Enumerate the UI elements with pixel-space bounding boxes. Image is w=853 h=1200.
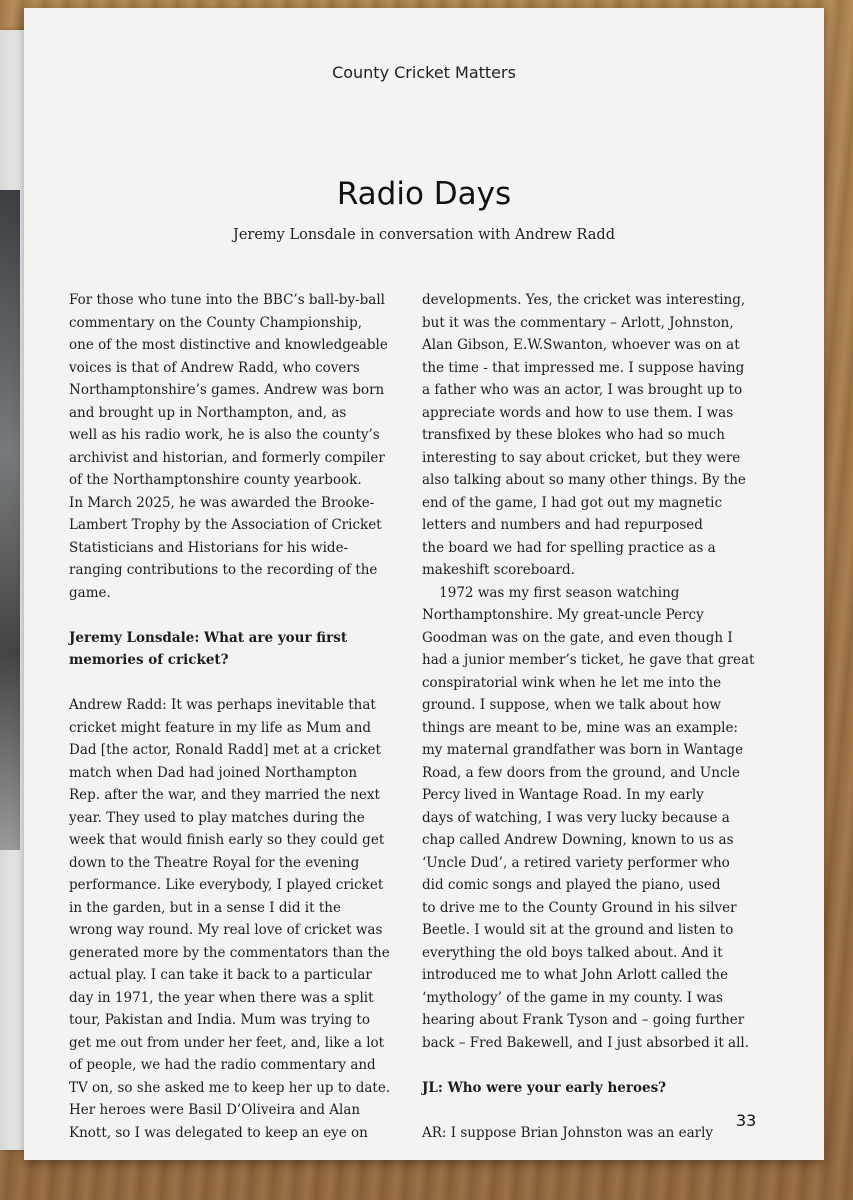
text-line: makeshift scoreboard. bbox=[422, 562, 575, 578]
text-line: developments. Yes, the cricket was interesting, bbox=[422, 292, 746, 308]
text-line: did comic songs and played the piano, used bbox=[422, 877, 721, 893]
article-title: Radio Days bbox=[336, 176, 512, 212]
right-column bbox=[422, 289, 767, 1144]
text-line: Goodman was on the gate, and even though I bbox=[422, 629, 733, 646]
text-line: tour, Pakistan and India. Mum was trying to bbox=[69, 1012, 370, 1028]
text-line: wrong way round. My real love of cricket was bbox=[69, 922, 383, 938]
text-line: In March 2025, he was awarded the Brooke- bbox=[69, 494, 375, 511]
article-subtitle: Jeremy Lonsdale in conversation with Andrew Radd bbox=[233, 227, 615, 243]
text-line: Statisticians and Historians for his wide- bbox=[69, 539, 349, 556]
text-line: year. They used to play matches during the bbox=[69, 809, 365, 826]
text-line: appreciate words and how to use them. I was bbox=[422, 404, 734, 421]
interview-question bbox=[422, 1077, 767, 1100]
text-line: in the garden, but in a sense I did it the bbox=[69, 899, 341, 916]
text-line: and brought up in Northampton, and, as bbox=[69, 404, 347, 421]
text-line: memories of cricket? bbox=[69, 652, 229, 668]
text-line: the time - that impressed me. I suppose having bbox=[422, 359, 745, 376]
interview-answer bbox=[422, 1122, 767, 1145]
text-line: Dad [the actor, Ronald Radd] met at a cricket bbox=[69, 742, 381, 758]
text-line: AR: I suppose Brian Johnston was an early bbox=[422, 1124, 714, 1141]
text-line: Percy lived in Wantage Road. In my early bbox=[422, 787, 704, 803]
text-line: but it was the commentary – Arlott, Johnston, bbox=[422, 314, 734, 331]
text-line: Northamptonshire’s games. Andrew was born bbox=[69, 382, 385, 398]
text-line: game. bbox=[69, 584, 111, 601]
text-line: Her heroes were Basil D’Oliveira and Alan bbox=[69, 1102, 361, 1118]
text-line: a father who was an actor, I was brought up to bbox=[422, 382, 743, 398]
text-line: day in 1971, the year when there was a split bbox=[69, 989, 374, 1006]
text-line: TV on, so she asked me to keep her up to date. bbox=[69, 1079, 391, 1096]
text-line: hearing about Frank Tyson and – going further bbox=[422, 1012, 745, 1028]
text-line: Beetle. I would sit at the ground and listen to bbox=[422, 922, 734, 938]
paragraph-gap bbox=[422, 1054, 767, 1077]
text-line: get me out from under her feet, and, like a lot bbox=[69, 1034, 385, 1051]
interview-answer bbox=[69, 694, 414, 1144]
text-line: one of the most distinctive and knowledgeable bbox=[69, 337, 388, 353]
intro-paragraph bbox=[69, 289, 414, 604]
paragraph-gap bbox=[69, 604, 414, 627]
text-line: ranging contributions to the recording of the bbox=[69, 562, 378, 578]
magazine-page bbox=[24, 8, 824, 1160]
text-line: back – Fred Bakewell, and I just absorbed it all. bbox=[422, 1034, 750, 1051]
text-line: Andrew Radd: It was perhaps inevitable that bbox=[69, 697, 376, 713]
text-line: Rep. after the war, and they married the next bbox=[69, 787, 380, 803]
text-line: down to the Theatre Royal for the evening bbox=[69, 854, 360, 871]
text-line: of the Northamptonshire county yearbook. bbox=[69, 472, 362, 488]
text-line: For those who tune into the BBC’s ball-by-ball bbox=[69, 292, 385, 308]
text-line: week that would finish early so they could get bbox=[69, 832, 385, 848]
interview-answer-continued bbox=[422, 289, 767, 1054]
text-line: end of the game, I had got out my magnetic bbox=[422, 494, 723, 511]
text-line: Jeremy Lonsdale: What are your first bbox=[69, 629, 348, 646]
text-line: conspiratorial wink when he let me into the bbox=[422, 674, 722, 691]
text-line: also talking about so many other things. By the bbox=[422, 472, 746, 488]
text-line: Lambert Trophy by the Association of Cricket bbox=[69, 517, 382, 533]
text-line: introduced me to what John Arlott called the bbox=[422, 967, 729, 983]
text-line: days of watching, I was very lucky because a bbox=[422, 809, 730, 826]
text-line: transfixed by these blokes who had so much bbox=[422, 427, 725, 443]
text-line: 1972 was my first season watching bbox=[422, 584, 680, 601]
text-line: cricket might feature in my life as Mum and bbox=[69, 719, 372, 736]
previous-page-photo bbox=[0, 190, 20, 850]
text-line: performance. Like everybody, I played cricket bbox=[69, 877, 384, 893]
text-line: Northamptonshire. My great-uncle Percy bbox=[422, 607, 704, 623]
text-line: Road, a few doors from the ground, and Uncle bbox=[422, 764, 740, 781]
text-line: ground. I suppose, when we talk about how bbox=[422, 697, 721, 713]
text-line: generated more by the commentators than the bbox=[69, 944, 390, 961]
text-line: had a junior member’s ticket, he gave that great bbox=[422, 652, 755, 668]
running-head: County Cricket Matters bbox=[332, 63, 516, 82]
text-line: interesting to say about cricket, but they were bbox=[422, 449, 741, 466]
text-line: voices is that of Andrew Radd, who covers bbox=[69, 359, 360, 376]
text-line: match when Dad had joined Northampton bbox=[69, 764, 358, 781]
text-line: actual play. I can take it back to a particular bbox=[69, 967, 372, 983]
paragraph-gap bbox=[422, 1099, 767, 1122]
text-line: of people, we had the radio commentary and bbox=[69, 1057, 376, 1073]
text-line: commentary on the County Championship, bbox=[69, 314, 363, 331]
paragraph-gap bbox=[69, 672, 414, 695]
text-line: to drive me to the County Ground in his silver bbox=[422, 899, 737, 916]
text-line: ‘mythology’ of the game in my county. I was bbox=[422, 989, 723, 1006]
previous-page-edge bbox=[0, 30, 26, 1150]
text-line: Alan Gibson, E.W.Swanton, whoever was on at bbox=[422, 337, 740, 353]
interview-question bbox=[69, 627, 414, 672]
page-number: 33 bbox=[736, 1111, 757, 1130]
text-line: the board we had for spelling practice as a bbox=[422, 539, 716, 556]
text-line: things are meant to be, mine was an example: bbox=[422, 719, 738, 736]
text-line: ‘Uncle Dud’, a retired variety performer who bbox=[422, 854, 730, 871]
left-column bbox=[69, 289, 414, 1144]
text-line: JL: Who were your early heroes? bbox=[422, 1079, 667, 1096]
text-line: everything the old boys talked about. And it bbox=[422, 944, 723, 961]
text-line: chap called Andrew Downing, known to us as bbox=[422, 832, 734, 848]
text-line: letters and numbers and had repurposed bbox=[422, 517, 703, 533]
text-line: well as his radio work, he is also the county’s bbox=[69, 427, 380, 443]
text-line: my maternal grandfather was born in Wantage bbox=[422, 742, 744, 758]
text-line: Knott, so I was delegated to keep an eye on bbox=[69, 1124, 368, 1141]
text-line: archivist and historian, and formerly compiler bbox=[69, 449, 385, 466]
